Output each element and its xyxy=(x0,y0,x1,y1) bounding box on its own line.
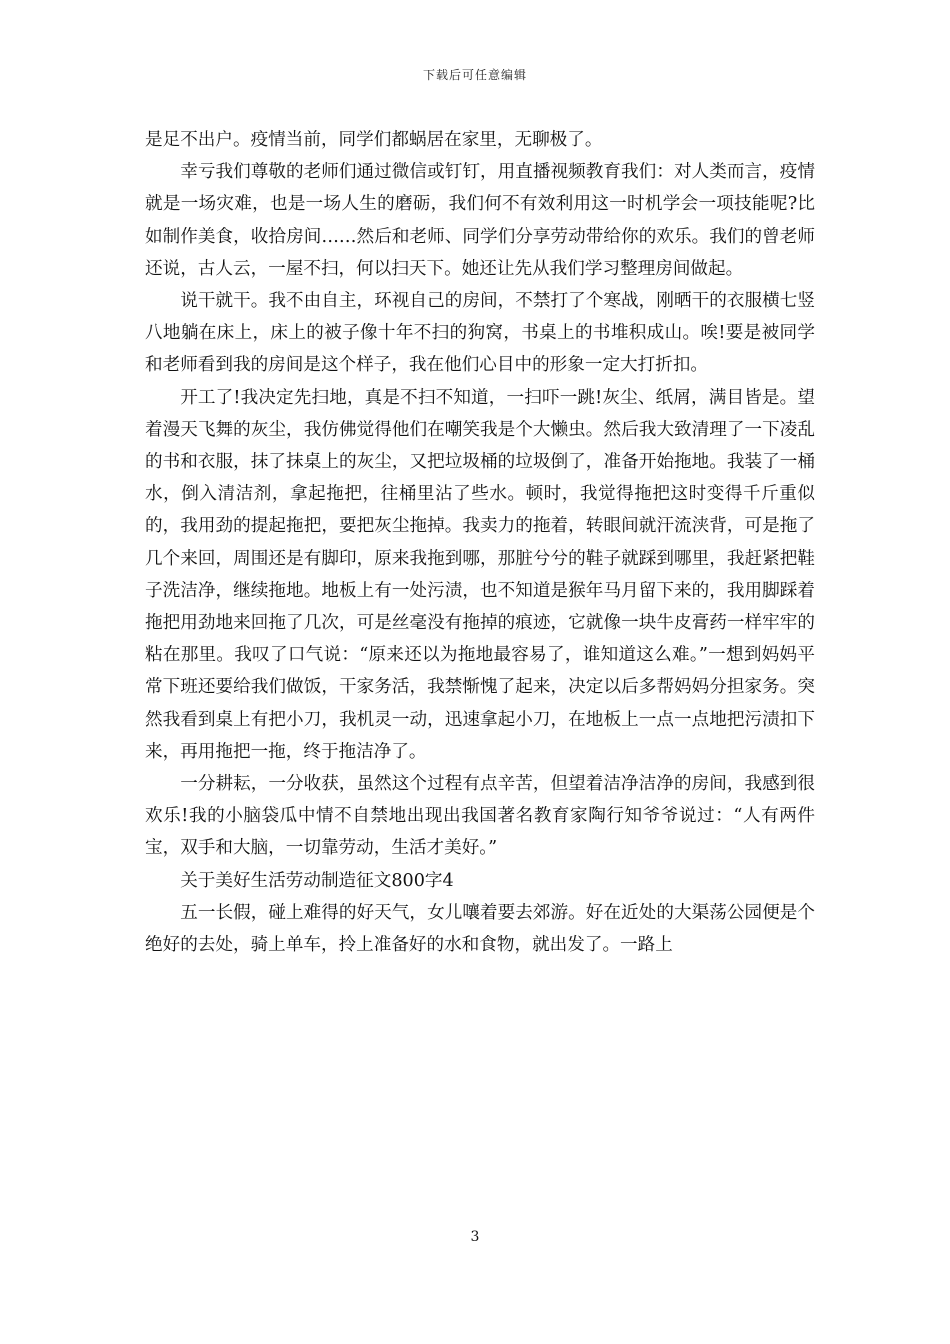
paragraph: 开工了!我决定先扫地，真是不扫不知道，一扫吓一跳!灰尘、纸屑，满目皆是。望着漫天飞舞的灰尘，我仿佛觉得他们在嘲笑我是个大懒虫。然后我大致清理了一下凌乱的书和衣服，抹了抹桌上的灰尘，又把垃圾桶的垃圾倒了，准备开始拖地。我装了一桶水，倒入清洁剂，拿起拖把，往桶里沾了些水。顿时，我觉得拖把这时变得千斤重似的，我用劲的提起拖把，要把灰尘拖掉。我卖力的拖着，转眼间就汗流浃背，可是拖了几个来回，周围还是有脚印，原来我拖到哪，那脏兮兮的鞋子就踩到哪里，我赶紧把鞋子洗洁净，继续拖地。地板上有一处污渍，也不知道是猴年马月留下来的，我用脚踩着拖把用劲地来回拖了几次，可是丝毫没有拖掉的痕迹，它就像一块牛皮膏药一样牢牢的粘在那里。我叹了口气说：“原来还以为拖地最容易了，谁知道这么难。”一想到妈妈平常下班还要给我们做饭，干家务活，我禁惭愧了起来，决定以后多帮妈妈分担家务。突然我看到桌上有把小刀，我机灵一动，迅速拿起小刀，在地板上一点一点地把污渍扣下来，再用拖把一拖，终于拖洁净了。 xyxy=(145,387,815,762)
page-header: 下载后可任意编辑 xyxy=(422,68,527,82)
page-number: 3 xyxy=(470,1229,480,1245)
paragraph-continuation: 是足不出户。疫情当前，同学们都蜗居在家里，无聊极了。 xyxy=(145,130,603,150)
section-heading: 关于美好生活劳动制造征文800字4 xyxy=(180,870,454,891)
paragraph: 一分耕耘，一分收获，虽然这个过程有点辛苦，但望着洁净洁净的房间，我感到很欢乐!我的小脑袋瓜中情不自禁地出现出我国著名教育家陶行知爷爷说过：“人有两件宝，双手和大脑，一切靠劳动，生活才美好。” xyxy=(145,774,815,859)
paragraph: 五一长假，碰上难得的好天气，女儿嚷着要去郊游。好在近处的大渠荡公园便是个绝好的去处，骑上单车，拎上准备好的水和食物，就出发了。一路上 xyxy=(145,902,815,956)
paragraph: 幸亏我们尊敬的老师们通过微信或钉钉，用直播视频教育我们：对人类而言，疫情就是一场灾难，也是一场人生的磨砺，我们何不有效利用这一时机学会一项技能呢?比如制作美食，收拾房间……然后和老师、同学们分享劳动带给你的欢乐。我们的曾老师还说，古人云，一屋不扫，何以扫天下。她还让先从我们学习整理房间做起。 xyxy=(145,162,815,279)
paragraph: 说干就干。我不由自主，环视自己的房间，不禁打了个寒战，刚晒干的衣服横七竖八地躺在床上，床上的被子像十年不扫的狗窝，书桌上的书堆积成山。唉!要是被同学和老师看到我的房间是这个样子，我在他们心目中的形象一定大打折扣。 xyxy=(145,291,815,376)
document-body xyxy=(145,124,815,961)
